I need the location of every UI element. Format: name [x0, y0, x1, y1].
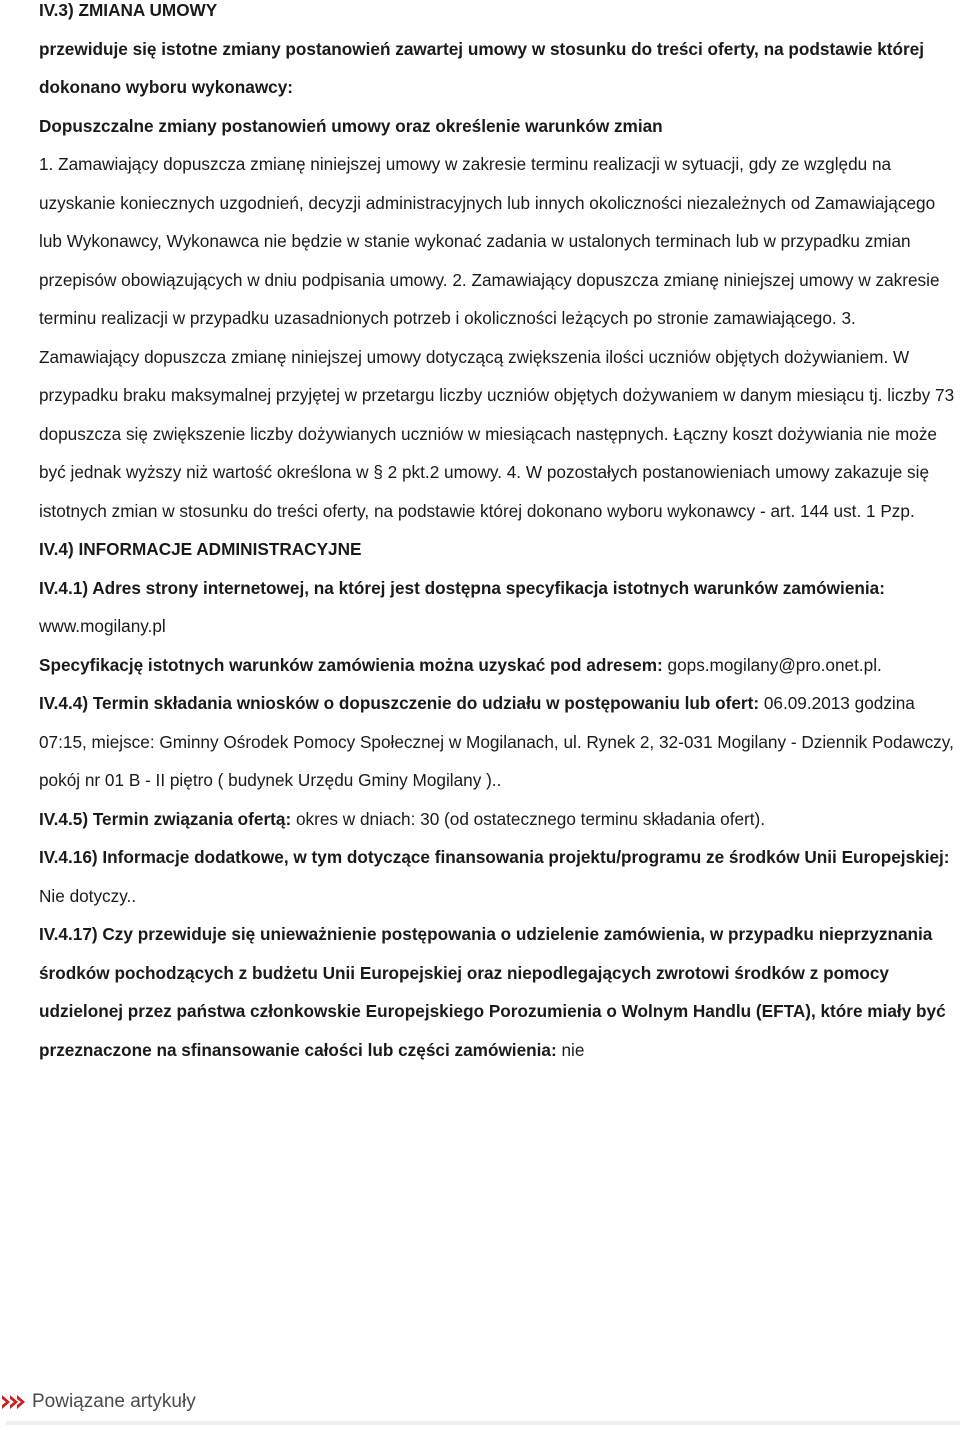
notice-document — [39, 0, 957, 1069]
specification-label: Specyfikację istotnych warunków zamówienia można uzyskać pod adresem: — [39, 654, 663, 675]
cancellation-row — [39, 915, 957, 1069]
footer-divider — [6, 1421, 960, 1425]
amendments-body: 1. Zamawiający dopuszcza zmianę niniejszej umowy w zakresie terminu realizacji w sytuacji, gdy ze względu na uzyskanie koniecznych uzgodnień, decyzji administracyjnych lub innych okoliczności niezależnych od Zamawiającego lub Wykonawcy, Wykonawca nie będzie w stanie wykonać zadania w ustalonych terminach lub w przypadku zmian przepisów obowiązujących w dniu podpisania umowy. 2. Zamawiający dopuszcza zmianę niniejszej umowy w zakresie terminu realizacji w przypadku uzasadnionych potrzeb i okoliczności leżących po stronie zamawiającego. 3. Zamawiający dopuszcza zmianę niniejszej umowy dotyczącą zwiększenia ilości uczniów objętych dożywianiem. W przypadku braku maksymalnej przyjętej w przetargu liczby uczniów objętych dożywaniem w danym miesiącu tj. liczby 73 dopuszcza się zwiększenie liczby dożywianych uczniów w miesiącach następnych. Łączny koszt dożywiania nie może być jednak wyższy niż wartość określona w § 2 pkt.2 umowy. 4. W pozostałych postanowieniach umowy zakazuje się istotnych zmian w stosunku do treści oferty, na podstawie której dokonano wyboru wykonawcy - art. 144 ust. 1 Pzp. — [39, 154, 955, 521]
eu-funding-label: IV.4.16) Informacje dodatkowe, w tym dotyczące finansowania projektu/programu ze środków Unii Europejskiej: — [39, 847, 950, 867]
eu-funding-row — [39, 838, 957, 915]
website-label: IV.4.1) Adres strony internetowej, na której jest dostępna specyfikacja istotnych warunków zamówienia: — [39, 577, 885, 598]
cancellation-label: IV.4.17) Czy przewiduje się unieważnienie postępowania o udzielenie zamówienia, w przypadku nieprzyznania środków pochodzących z budżetu Unii Europejskiej oraz niepodlegających zwrotowi środków z pomocy udzielonej przez państwa członkowskie Europejskiego Porozumienia o Wolnym Handlu (EFTA), które miały być przeznaczone na sfinansowanie całości lub części zamówienia: — [39, 924, 946, 1060]
website-row — [39, 569, 957, 646]
eu-funding-value: Nie dotyczy.. — [39, 885, 137, 906]
specification-value: gops.mogilany@pro.onet.pl. — [667, 654, 882, 675]
deadline-label: IV.4.4) Termin składania wniosków o dopuszczenie do udziału w postępowaniu lub ofert: — [39, 693, 760, 713]
related-articles-link[interactable] — [0, 1387, 960, 1417]
double-chevron-right-icon — [2, 1394, 26, 1410]
amendments-question: przewiduje się istotne zmiany postanowień zawartej umowy w stosunku do treści oferty, na podstawie której dokonano wyboru wykonawcy: — [39, 38, 925, 97]
deadline-value: 06.09.2013 godzina 07:15, miejsce: Gminny Ośrodek Pomocy Społecznej w Mogilanach, ul. Rynek 2, 32-031 Mogilany - Dziennik Podawczy, pokój nr 01 B - II piętro ( budynek Urzędu Gminy Mogilany ).. — [39, 693, 954, 790]
section-heading-administrative: IV.4) INFORMACJE ADMINISTRACYJNE — [39, 539, 362, 559]
website-value: www.mogilany.pl — [39, 616, 166, 636]
cancellation-value: nie — [561, 1039, 585, 1060]
deadline-row — [39, 684, 957, 800]
section-heading-contract-changes: IV.3) ZMIANA UMOWY — [39, 0, 218, 20]
amendments-subheading: Dopuszczalne zmiany postanowień umowy oraz określenie warunków zmian — [39, 115, 663, 136]
binding-period-label: IV.4.5) Termin związania ofertą: — [39, 808, 292, 829]
binding-period-value: okres w dniach: 30 (od ostatecznego terminu składania ofert). — [295, 808, 766, 829]
binding-period-row — [39, 800, 957, 839]
specification-row — [39, 646, 957, 685]
related-articles-label: Powiązane artykuły — [32, 1391, 196, 1412]
